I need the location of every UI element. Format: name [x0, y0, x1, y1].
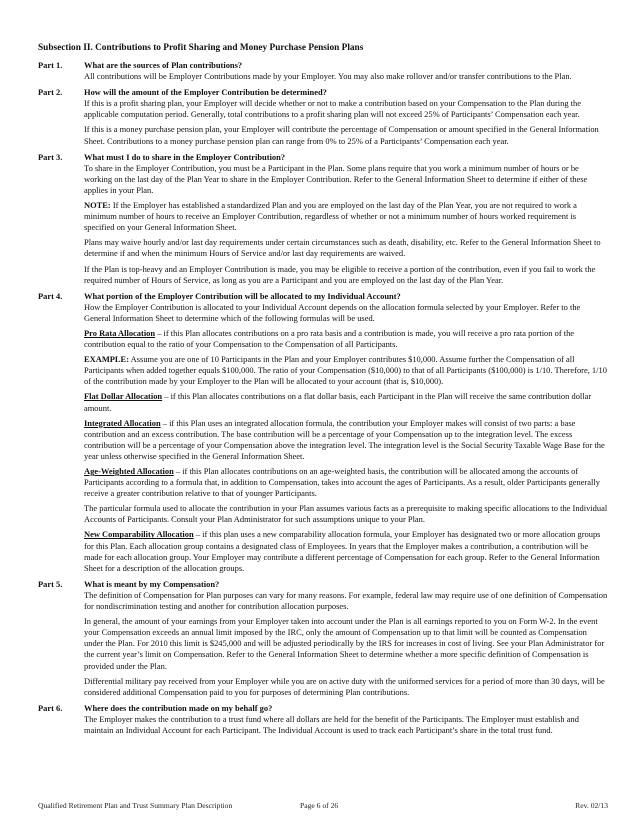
- flat-dollar-paragraph: [84, 391, 608, 413]
- flat-dollar-heading: Flat Dollar Allocation: [84, 391, 163, 402]
- note-paragraph: [84, 200, 608, 233]
- part-paragraph: To share in the Employer Contribution, you must be a Participant in the Plan. Some plans require that you work a minimum number of hours or be working on the last day of the Plan Year to share in the Employer Contribution. Refer to the General Information Sheet to determine if either of these applies in your Plan.: [84, 162, 588, 195]
- age-weighted-text: – if this Plan allocates contributions on an age-weighted basis, the contribution will be allocated among the accounts of Participants according to a formula that, in addition to Compensation, takes into account the ages of Participants. As a result, older Participants generally receive a greater contribution relative to that of younger Participants.: [84, 466, 600, 499]
- part-paragraph: If this is a profit sharing plan, your Employer will decide whether or not to make a contribution based on your Compensation to the Plan during the applicable computation period. Generally, total contributions to a profit sharing plan will not exceed 25% of Participants’ Compensation each year.: [84, 98, 582, 120]
- part-body: [84, 152, 608, 286]
- new-comparability-text: – if this plan uses a new comparability allocation formula, your Employer has designated two or more allocation groups for this Plan. Each allocation group contains a designated class of Employees. In years that the Employer makes a contribution, a contribution will be made for each allocation group. Your Employer may contribute a different percentage of Compensation for each group. Refer to the General Information Sheet for a description of the allocation groups.: [84, 529, 601, 573]
- note-text: If the Employer has established a standardized Plan and you are employed on the last day of the Plan Year, you are not required to work a minimum number of hours to receive an Employer Contribution, regardless of whether or not a minimum number of hours worked requirement is specified on your General Information Sheet.: [84, 200, 577, 233]
- new-comparability-heading: New Comparability Allocation: [84, 529, 194, 540]
- example-paragraph: [84, 354, 608, 387]
- age-weighted-heading: Age-Weighted Allocation: [84, 466, 174, 476]
- part-body: [84, 291, 608, 574]
- part-paragraph: All contributions will be Employer Contributions made by your Employer. You may also make rollover and/or transfer contributions to the Plan.: [84, 71, 572, 82]
- part-body: [84, 703, 608, 736]
- part-question: What is meant by my Compensation?: [84, 578, 220, 589]
- part-label: Part 4.: [38, 290, 63, 301]
- part-question: How will the amount of the Employer Contribution be determined?: [84, 87, 327, 98]
- pro-rata-paragraph: [84, 328, 608, 350]
- part-body: [84, 579, 608, 698]
- section-title: Subsection II. Contributions to Profit Sharing and Money Purchase Pension Plans: [38, 43, 364, 53]
- part-paragraph: The particular formula used to allocate the contribution in your Plan assumes various facts as a prerequisite to making specific allocations to the Individual Accounts of Participants. Consult your Plan Administrator for such assumptions unique to your Plan.: [84, 503, 608, 525]
- new-comparability-paragraph: [84, 529, 608, 573]
- part-1: [38, 60, 608, 82]
- part-label: Part 2.: [38, 87, 63, 98]
- part-paragraph: How the Employer Contribution is allocated to your Individual Account depends on the allocation formula selected by your Employer. Refer to the General Information Sheet to determine which of the following formulas will be used.: [84, 301, 581, 323]
- part-paragraph: The Employer makes the contribution to a trust fund where all dollars are held for the benefit of the Participants. The Employer must establish and maintain an Individual Account for each Participant. The Individual Account is used to track each Participant’s share in the total trust fund.: [84, 713, 579, 735]
- example-label: EXAMPLE:: [84, 354, 129, 365]
- part-question: What portion of the Employer Contribution will be allocated to my Individual Account?: [84, 290, 401, 301]
- part-paragraph: Differential military pay received from your Employer while you are on active duty with the uniformed services for a period of more than 30 days, will be considered additional Compensation paid to you for purposes of determining Plan contributions.: [84, 675, 605, 697]
- part-paragraph: If this is a money purchase pension plan, your Employer will contribute the percentage of Compensation or amount specified in the General Information Sheet. Contributions to a money purchase pension plan can range from 0% to 25% of a Participants’ Compensation each year.: [84, 124, 599, 146]
- part-label: Part 6.: [38, 702, 63, 713]
- part-4: [38, 291, 608, 574]
- part-label: Part 1.: [38, 60, 63, 70]
- example-text: Assume you are one of 10 Participants in the Plan and your Employer contributes $10,000. Assume further the Compensation of all Participants when added together equals $100,000. The ratio of your Compensation ($10,000) to that of all Participants ($100,000) is 1/10. Therefore, 1/10 of the contribution made by your Employer to the Plan will be allocated to your account (that is, $10,000).: [84, 354, 607, 387]
- part-paragraph: In general, the amount of your earnings from your Employer taken into account under the Plan is all earnings reported to you on Form W-2. In the event your Compensation exceeds an annual limit imposed by the IRC, only the amount of Compensation up to that limit will be counted as Compensation under the Plan. For 2010 this limit is $245,000 and will be adjusted periodically by the IRS for increases in cost of living. See your Plan Administrator for the current year’s limit on Compensation. Refer to the General Information Sheet to determine whether a more specific definition of Compensation is provided under the Plan.: [84, 616, 605, 671]
- part-6: [38, 703, 608, 736]
- pro-rata-text: – if this Plan allocates contributions on a pro rata basis and a contribution is made, you will receive a pro rata portion of the contribution equal to the ratio of your Compensation to the Compensation of all Participants.: [84, 327, 575, 350]
- flat-dollar-text: – if this Plan allocates contributions on a flat dollar basis, each Participant in the Plan will receive the same contribution dollar amount.: [84, 391, 592, 413]
- note-label: NOTE:: [84, 200, 111, 211]
- age-weighted-paragraph: [84, 466, 608, 499]
- part-2: [38, 87, 608, 146]
- part-paragraph: Plans may waive hourly and/or last day requirements under certain circumstances such as death, disability, etc. Refer to the General Information Sheet to determine if and when the minimum Hours of Service and/or last day requirements are waived.: [84, 237, 601, 259]
- part-paragraph: The definition of Compensation for Plan purposes can vary for many reasons. For example, federal law may require use of one definition of Compensation for nondiscrimination testing and another for contribution allocation purposes.: [84, 589, 608, 612]
- parts-list: [38, 60, 608, 741]
- part-question: What must I do to share in the Employer Contribution?: [84, 151, 286, 162]
- part-question: What are the sources of Plan contributions?: [84, 60, 243, 70]
- part-body: [84, 87, 608, 146]
- part-5: [38, 579, 608, 698]
- part-paragraph: If the Plan is top-heavy and an Employer Contribution is made, you may be eligible to receive a portion of the contribution, even if you fail to work the required number of Hours of Service, as long as you are a Participant and you are employed on the last day of the Plan Year.: [84, 263, 596, 285]
- pro-rata-heading: Pro Rata Allocation: [84, 327, 156, 338]
- part-3: [38, 152, 608, 286]
- integrated-heading: Integrated Allocation: [84, 417, 161, 428]
- integrated-text: – if this Plan uses an integrated allocation formula, the contribution your Employer makes will consist of two parts: a base contribution and an excess contribution. The base contribution will be a percentage of your Compensation up to the integration level. The excess contribution will be a percentage of your Compensation above the integration level. The integration level is the Social Security Taxable Wage Base for the year unless otherwise specified in the General Information Sheet.: [84, 417, 605, 461]
- footer-page-number: Page 6 of 26: [300, 801, 339, 810]
- part-label: Part 3.: [38, 151, 63, 162]
- part-label: Part 5.: [38, 578, 63, 589]
- page-footer: [38, 800, 608, 812]
- footer-document-title: Qualified Retirement Plan and Trust Summary Plan Description: [38, 801, 233, 810]
- footer-revision: Rev. 02/13: [575, 801, 608, 810]
- part-question: Where does the contribution made on my behalf go?: [84, 702, 273, 713]
- part-body: [84, 60, 608, 82]
- integrated-paragraph: [84, 418, 608, 462]
